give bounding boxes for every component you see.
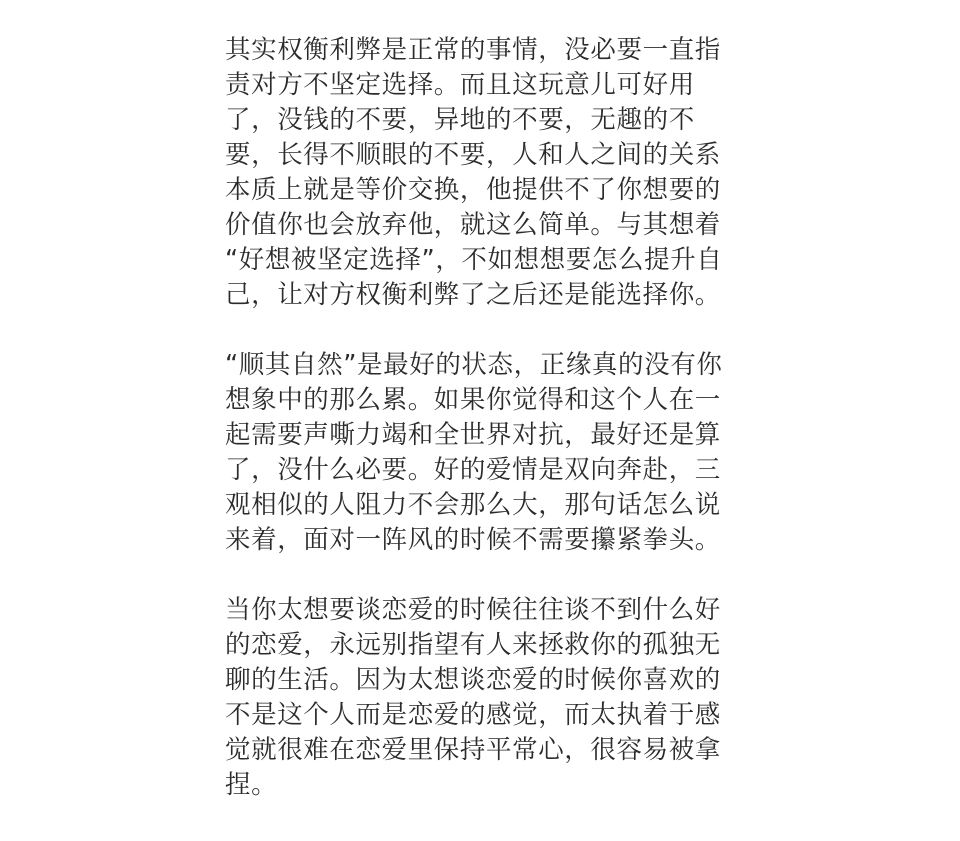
text-line: 本质上就是等价交换，他提供不了你想要的 (225, 175, 721, 205)
text-line: 了，没什么必要。好的爱情是双向奔赴，三 (225, 455, 721, 485)
text-line: 价值你也会放弃他，就这么简单。与其想着 (225, 210, 721, 240)
text-line: 捏。 (225, 770, 278, 800)
text-line: 当你太想要谈恋爱的时候往往谈不到什么好 (225, 595, 721, 625)
paragraph-2 (225, 348, 735, 558)
text-line: 不是这个人而是恋爱的感觉，而太执着于感 (225, 700, 721, 730)
text-line: “好想被坚定选择”，不如想想要怎么提升自 (225, 245, 723, 275)
text-line: 聊的生活。因为太想谈恋爱的时候你喜欢的 (225, 665, 721, 695)
text-line: 起需要声嘶力竭和全世界对抗，最好还是算 (225, 420, 721, 450)
article-body (225, 33, 735, 803)
text-line: 观相似的人阻力不会那么大，那句话怎么说 (225, 490, 721, 520)
text-line: “顺其自然”是最好的状态，正缘真的没有你 (225, 350, 723, 380)
text-line: 责对方不坚定选择。而且这玩意儿可好用 (225, 70, 695, 100)
paragraph-3 (225, 593, 735, 803)
text-line: 觉就很难在恋爱里保持平常心，很容易被拿 (225, 735, 721, 765)
paragraph-1 (225, 33, 735, 313)
text-line: 想象中的那么累。如果你觉得和这个人在一 (225, 385, 721, 415)
text-line: 其实权衡利弊是正常的事情，没必要一直指 (225, 35, 721, 65)
text-line: 要，长得不顺眼的不要，人和人之间的关系 (225, 140, 721, 170)
text-line: 了，没钱的不要，异地的不要，无趣的不 (225, 105, 695, 135)
text-line: 来着，面对一阵风的时候不需要攥紧拳头。 (225, 525, 721, 555)
text-line: 己，让对方权衡利弊了之后还是能选择你。 (225, 280, 721, 310)
text-line: 的恋爱，永远别指望有人来拯救你的孤独无 (225, 630, 721, 660)
